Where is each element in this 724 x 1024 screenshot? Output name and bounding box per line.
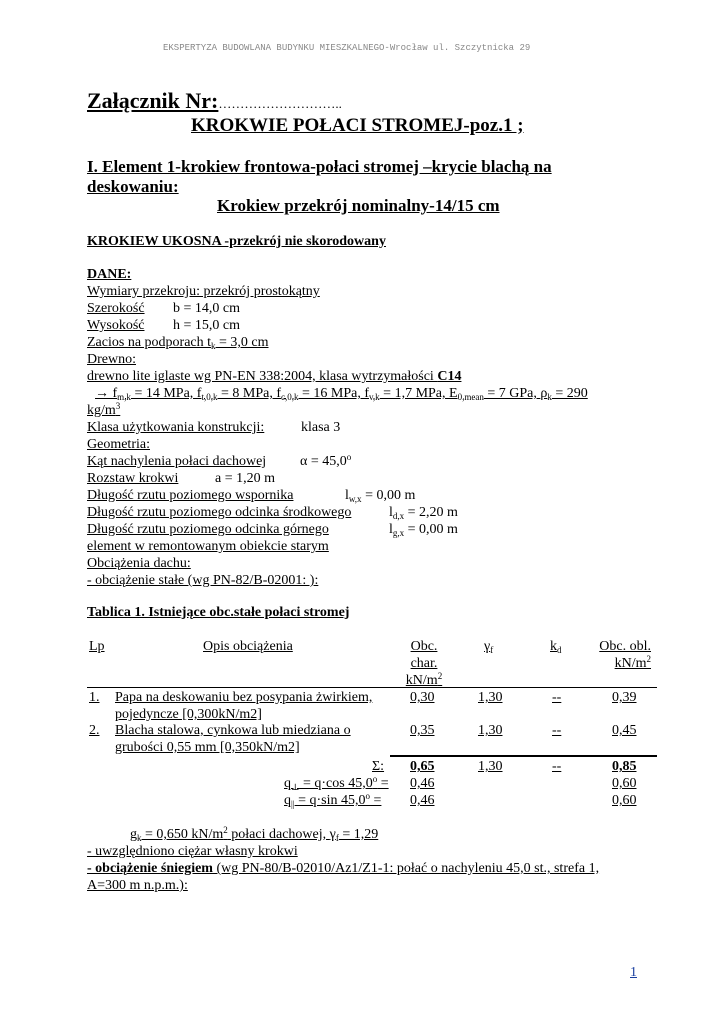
- row1-opis-2: pojedyncze [0,300kN/m2]: [115, 707, 262, 722]
- fm-sub: m,k: [117, 392, 131, 402]
- gamma-sub: f: [490, 645, 494, 655]
- kd-symbol: k: [550, 639, 557, 654]
- rozstaw-line: [87, 470, 280, 487]
- rho-sub: k: [547, 392, 552, 402]
- szerokosc-line: [87, 300, 242, 317]
- kat-sup: o: [346, 452, 352, 462]
- wysokosc-line: [87, 317, 242, 334]
- sum-kd: --: [552, 759, 562, 774]
- col-header-opis: Opis obciążenia: [203, 639, 293, 654]
- dl-srodkowego-sub: d,x: [392, 511, 405, 521]
- dane-label: DANE:: [87, 267, 132, 282]
- dl-srodkowego-line: [87, 504, 462, 521]
- qperp-eq: =: [377, 776, 389, 791]
- obc-char-h3: kN/m: [405, 673, 438, 688]
- gamma-symbol: γ: [484, 639, 491, 654]
- dl-wspornika-value: = 0,00 m: [361, 488, 416, 503]
- klasa-label: Klasa użytkowania konstrukcji:: [87, 420, 265, 435]
- row2-opis-2: grubości 0,55 mm [0,350kN/m2]: [115, 740, 300, 755]
- section-title-line1: I. Element 1-krokiew frontowa-połaci stromej –krycie blachą na: [87, 157, 552, 176]
- dl-wspornika-l: l: [345, 488, 349, 503]
- gk-sub: k: [137, 833, 142, 843]
- page-number: 1: [630, 965, 637, 980]
- col-header-gamma: [484, 638, 493, 655]
- qperp-sub: ⊥: [291, 782, 300, 792]
- dl-gornego-line: [87, 521, 462, 538]
- sum-char: 0,65: [410, 759, 435, 774]
- row1-opis-1: Papa na deskowaniu bez posypania żwirkiem,: [115, 690, 373, 705]
- fc-value: = 16 MPa, f: [298, 386, 369, 401]
- table-header-rule: [87, 687, 657, 688]
- gk-g: g: [130, 827, 137, 842]
- kat-label: Kąt nachylenia połaci dachowej: [87, 454, 267, 469]
- row1-lp: 1.: [89, 690, 100, 705]
- rozstaw-value: a = 1,20 m: [215, 471, 275, 486]
- row1-obl: 0,39: [612, 690, 637, 705]
- unit-label: kg/m: [87, 403, 116, 418]
- table-caption: Tablica 1. Istniejące obc.stałe połaci stromej: [87, 605, 350, 620]
- obc-stale-line: - obciążenie stałe (wg PN-82/B-02001: ):: [87, 573, 319, 588]
- qpar-sup: o: [365, 791, 371, 801]
- zacios-label: Zacios na podporach t: [87, 335, 212, 350]
- qpar-obl: 0,60: [612, 793, 637, 808]
- wysokosc-label: Wysokość: [87, 318, 145, 333]
- klasa-value: klasa 3: [301, 420, 341, 435]
- qpar-char: 0,46: [410, 793, 435, 808]
- zacios-sub: k: [211, 341, 216, 351]
- qperp-sup: o: [372, 774, 378, 784]
- qperp-obl: 0,60: [612, 776, 637, 791]
- row1-kd: --: [552, 690, 562, 705]
- attachment-label: Załącznik Nr:: [87, 88, 219, 113]
- ft-value: = 8 MPa, f: [217, 386, 281, 401]
- drewno-label: Drewno:: [87, 352, 136, 367]
- dl-gornego-l: l: [389, 522, 393, 537]
- unit-sup: 3: [115, 401, 121, 411]
- attachment-dots: ………………………..: [218, 96, 342, 111]
- sum-gamma: 1,30: [478, 759, 503, 774]
- obc-char-sup: 2: [437, 671, 443, 681]
- obc-obl-sup: 2: [646, 654, 651, 664]
- obc-char-h1: Obc.: [410, 639, 438, 654]
- fm-value: = 14 MPa, f: [130, 386, 202, 401]
- kd-sub: d: [557, 645, 562, 655]
- dl-srodkowego-value: = 2,20 m: [404, 505, 458, 520]
- qperp-label: [284, 775, 389, 792]
- szerokosc-label: Szerokość: [87, 301, 145, 316]
- gf-symbol: γ: [329, 827, 336, 842]
- ciezar-line: - uwzględniono ciężar własny krokwi: [87, 844, 298, 859]
- obciazenia-label: Obciążenia dachu:: [87, 556, 191, 571]
- col-header-kd: [550, 638, 562, 655]
- section-title-line3: Krokiew przekrój nominalny-14/15 cm: [217, 196, 500, 215]
- rho-value: = 290: [551, 386, 588, 401]
- obc-obl-h1: Obc. obl.: [599, 639, 651, 654]
- table-sum-rule: [390, 755, 657, 757]
- qperp-q: q: [284, 776, 291, 791]
- fv-sub: v,k: [369, 392, 380, 402]
- fm-label: f: [112, 386, 118, 401]
- page-header: EKSPERTYZA BUDOWLANA BUDYNKU MIESZKALNEGO-Wrocław ul. Szczytnicka 29: [163, 43, 531, 53]
- dl-gornego-sub: g,x: [392, 528, 405, 538]
- col-header-obc-obl: [580, 638, 651, 672]
- col-header-obc-char: [396, 638, 452, 689]
- row1-gamma: 1,30: [478, 690, 503, 705]
- arrow-icon: →: [95, 386, 113, 401]
- drewno-desc-line: [87, 368, 461, 385]
- zacios-value: = 3,0 cm: [215, 335, 269, 350]
- zacios-line: [87, 334, 269, 351]
- kat-value: α = 45,0: [300, 454, 347, 469]
- element-line: element w remontowanym obiekcie starym: [87, 539, 329, 554]
- wymiary-line: Wymiary przekroju: przekrój prostokątny: [87, 284, 320, 299]
- szerokosc-value: b = 14,0 cm: [173, 301, 240, 316]
- snieg-line: [87, 860, 599, 877]
- section-title-line2: deskowaniu:: [87, 177, 179, 196]
- row2-char: 0,35: [410, 723, 435, 738]
- attachment-line: [87, 88, 342, 114]
- row1-char: 0,30: [410, 690, 435, 705]
- dl-wspornika-label: Długość rzutu poziomego wspornika: [87, 488, 294, 503]
- snieg-line2: A=300 m n.p.m.):: [87, 878, 188, 893]
- gf-sub: f: [335, 833, 339, 843]
- row2-gamma: 1,30: [478, 723, 503, 738]
- geometria-label: Geometria:: [87, 437, 150, 452]
- subheading: KROKIEW UKOSNA -przekrój nie skorodowany: [87, 234, 386, 249]
- fc-sub: c,0,k: [280, 392, 299, 402]
- sum-label: Σ:: [372, 759, 385, 774]
- klasa-line: [87, 419, 347, 436]
- fv-value: = 1,7 MPa, E: [379, 386, 458, 401]
- gk-line: [87, 826, 378, 843]
- snieg-label: - obciążenie śniegiem: [87, 861, 213, 876]
- kat-line: [87, 453, 360, 470]
- dl-gornego-value: = 0,00 m: [404, 522, 458, 537]
- drewno-class: C14: [437, 369, 462, 384]
- dl-wspornika-line: [87, 487, 420, 504]
- obc-obl-h2: kN/m: [614, 656, 647, 671]
- col-header-lp: Lp: [89, 639, 105, 654]
- dl-wspornika-sub: w,x: [348, 494, 362, 504]
- gk-value: = 0,650 kN/m: [141, 827, 224, 842]
- row2-opis-1: Blacha stalowa, cynkowa lub miedziana o: [115, 723, 351, 738]
- dl-gornego-label: Długość rzutu poziomego odcinka górnego: [87, 522, 329, 537]
- drewno-desc: drewno lite iglaste wg PN-EN 338:2004, klasa wytrzymałości: [87, 369, 438, 384]
- gf-value: = 1,29: [338, 827, 379, 842]
- qperp-char: 0,46: [410, 776, 435, 791]
- e-sub: 0,mean: [457, 392, 484, 402]
- qpar-formula: = q·sin 45,0: [294, 793, 366, 808]
- snieg-desc: (wg PN-80/B-02010/Az1/Z1-1: połać o nachyleniu 45,0 st., strefa 1,: [212, 861, 600, 876]
- qpar-q: q: [284, 793, 291, 808]
- qpar-sub: ||: [291, 799, 295, 809]
- sum-obl: 0,85: [612, 759, 637, 774]
- qpar-label: [284, 792, 381, 809]
- e-value: = 7 GPa,: [483, 386, 541, 401]
- main-title: KROKWIE POŁACI STROMEJ-poz.1 ;: [191, 115, 524, 136]
- rho-label: ρ: [540, 386, 548, 401]
- row2-lp: 2.: [89, 723, 100, 738]
- gk-sup: 2: [223, 825, 228, 835]
- gk-desc: połaci dachowej,: [227, 827, 330, 842]
- wysokosc-value: h = 15,0 cm: [173, 318, 240, 333]
- density-unit: [87, 402, 120, 419]
- rozstaw-label: Rozstaw krokwi: [87, 471, 179, 486]
- strength-line: [87, 385, 588, 402]
- ft-sub: t,0,k: [201, 392, 218, 402]
- qpar-eq: =: [370, 793, 382, 808]
- qperp-formula: = q·cos 45,0: [299, 776, 373, 791]
- row2-kd: --: [552, 723, 562, 738]
- dl-srodkowego-l: l: [389, 505, 393, 520]
- dl-srodkowego-label: Długość rzutu poziomego odcinka środkowego: [87, 505, 352, 520]
- row2-obl: 0,45: [612, 723, 637, 738]
- obc-char-h2: char.: [410, 656, 438, 671]
